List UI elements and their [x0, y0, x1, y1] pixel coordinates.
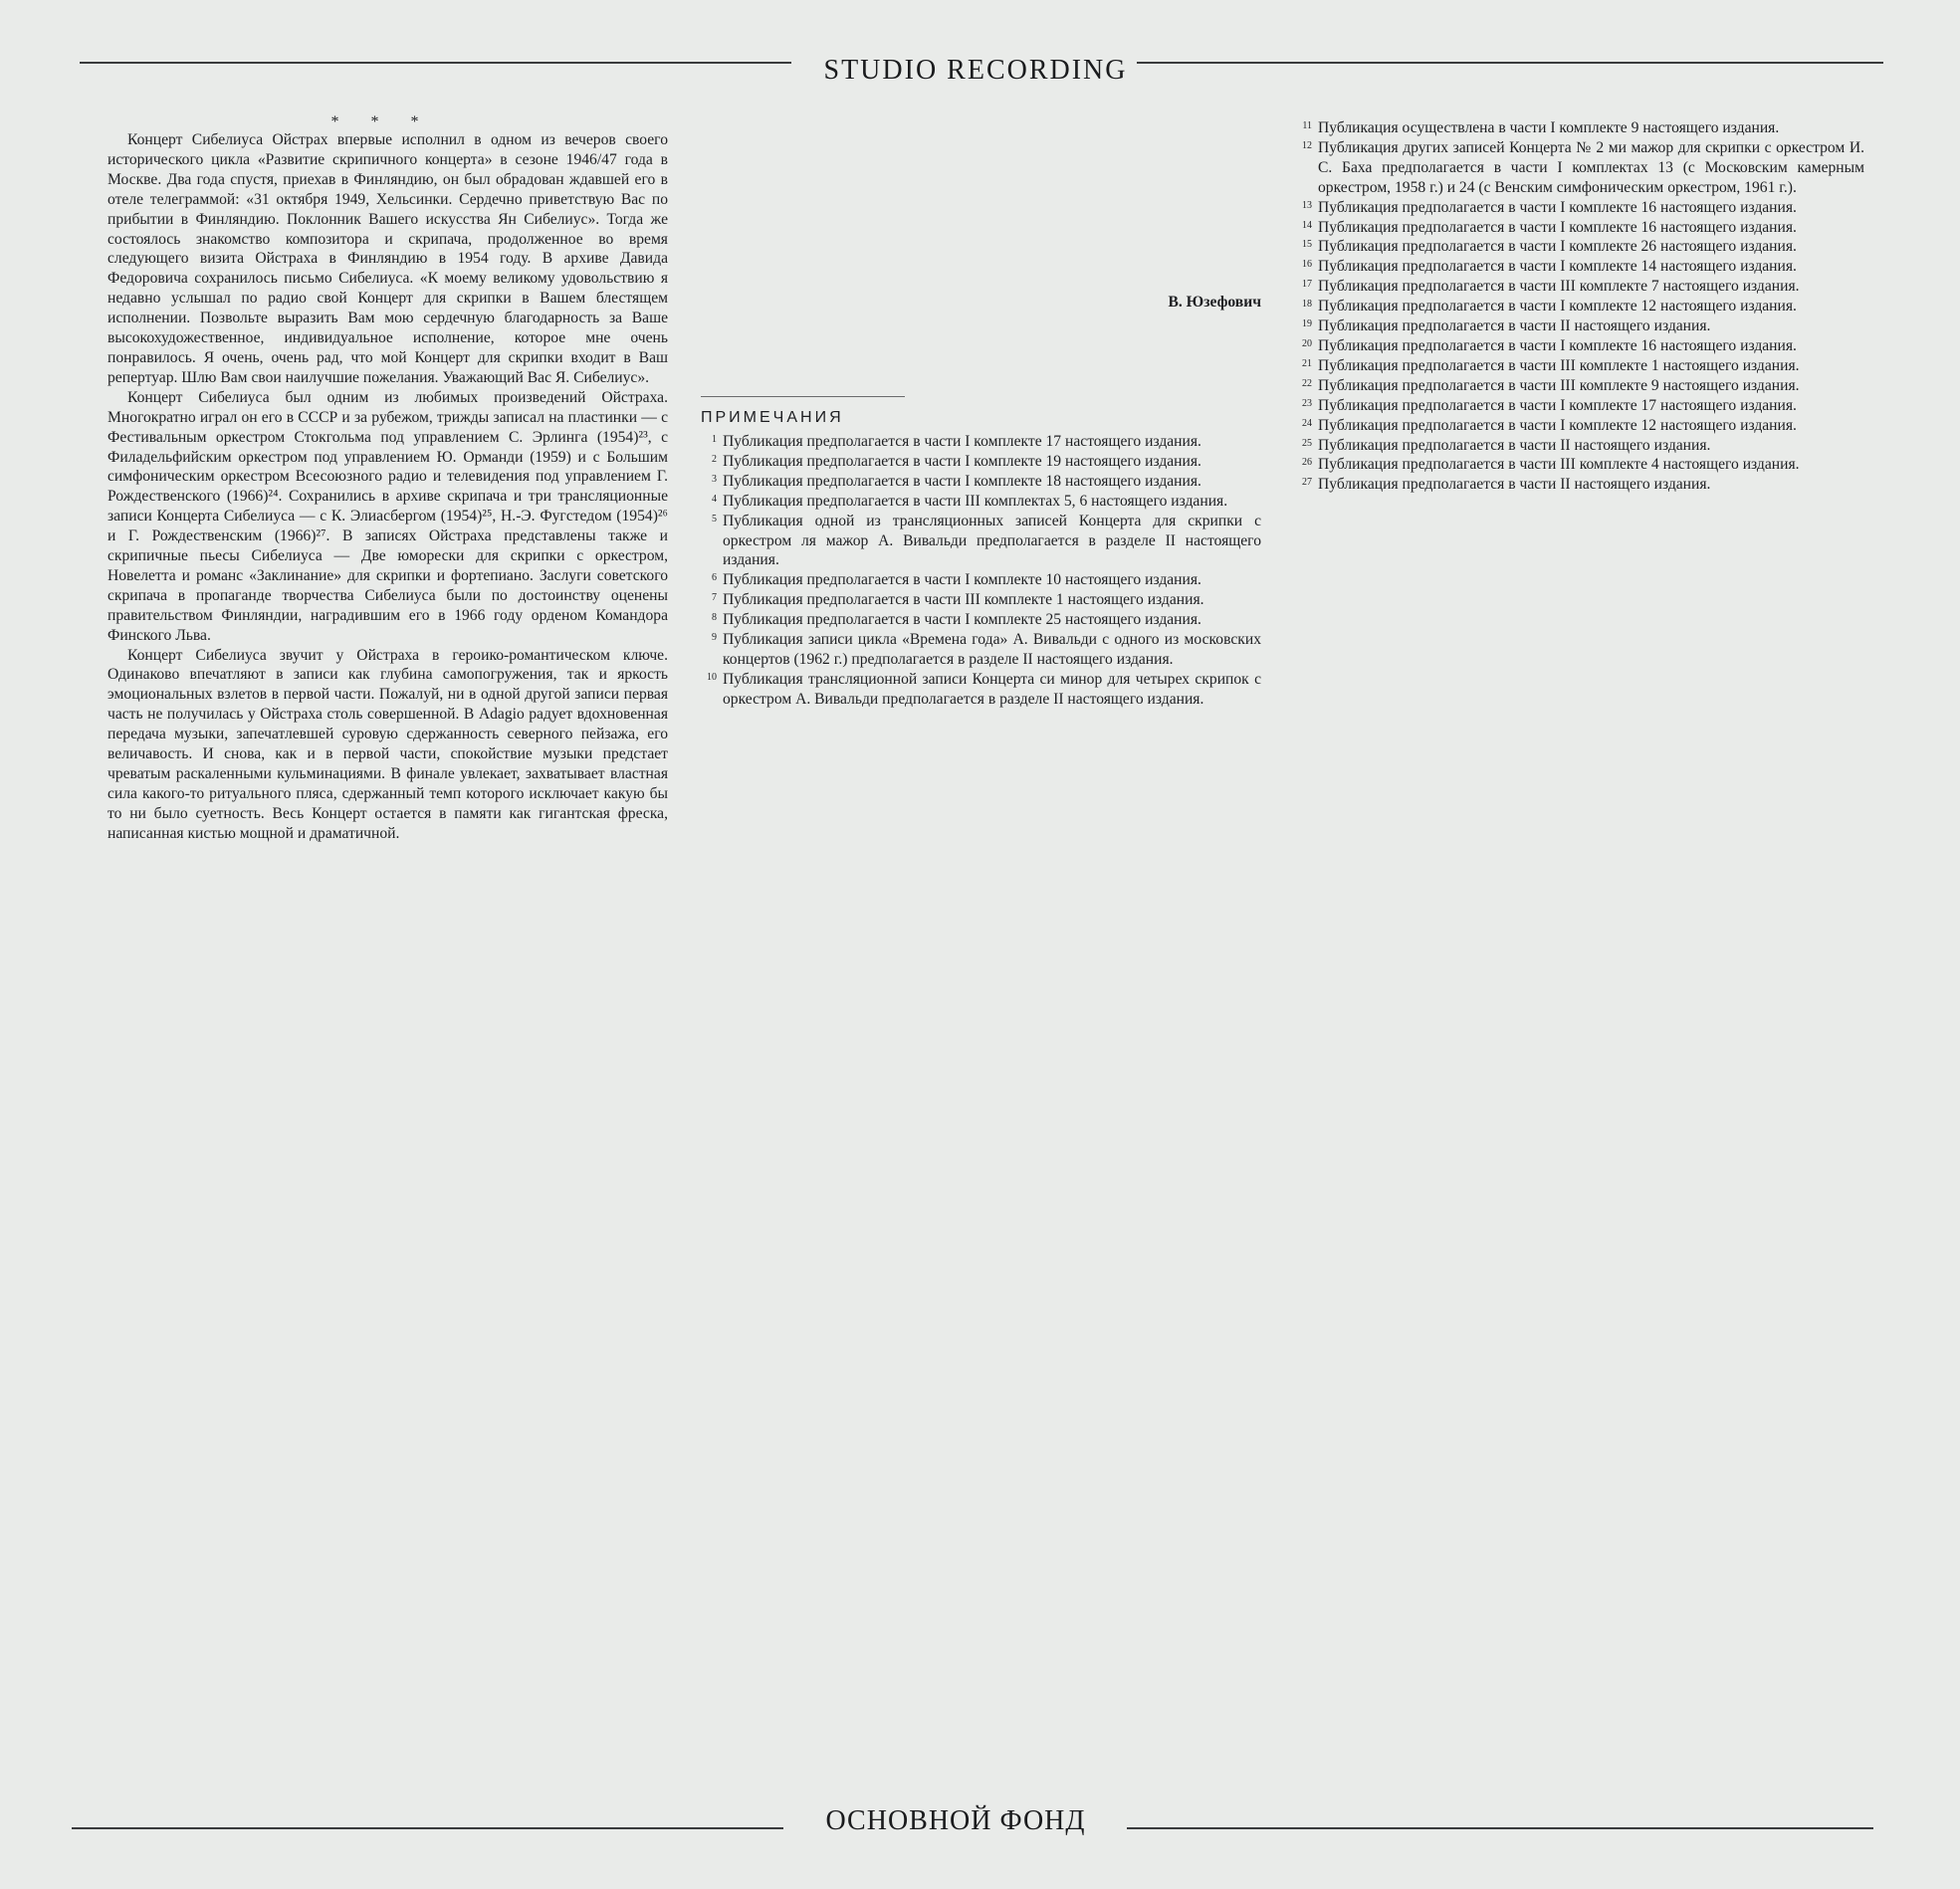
note-number: 23: [1302, 397, 1312, 409]
note-number: 8: [712, 612, 717, 624]
note-item: [701, 610, 1261, 630]
note-text: Публикация предполагается в части III комплекте 7 настоящего издания.: [1318, 278, 1800, 296]
note-number: 3: [712, 473, 717, 485]
note-text: Публикация предполагается в части I комплекте 16 настоящего издания.: [1318, 198, 1797, 216]
note-text: Публикация других записей Концерта № 2 ми мажор для скрипки с оркестром И. С. Баха предполагается в части I комплектах 13 (с Московским камерным оркестром, 1958 г.) и 24 (с Венским симфоническим оркестром, 1961 г.).: [1318, 138, 1864, 196]
note-number: 12: [1302, 139, 1312, 151]
footer-rule-left: [72, 1827, 783, 1829]
note-text: Публикация предполагается в части II настоящего издания.: [1318, 317, 1711, 335]
note-item: [1296, 257, 1864, 277]
note-text: Публикация предполагается в части I комплекте 12 настоящего издания.: [1318, 298, 1797, 315]
note-number: 13: [1302, 199, 1312, 211]
note-text: Публикация предполагается в части I комплекте 18 настоящего издания.: [723, 472, 1201, 490]
note-number: 10: [707, 671, 717, 683]
notes-rule: [701, 396, 905, 397]
notes-list: [701, 432, 1261, 710]
note-text: Публикация предполагается в части I комплекте 19 настоящего издания.: [723, 452, 1201, 470]
note-number: 1: [712, 434, 717, 445]
note-item: [701, 472, 1261, 492]
note-text: Публикация предполагается в части III комплекте 9 настоящего издания.: [1318, 376, 1800, 394]
header-rule-left: [80, 62, 791, 64]
note-text: Публикация предполагается в части I комплекте 16 настоящего издания.: [1318, 218, 1797, 236]
note-text: Публикация предполагается в части I комплекте 17 настоящего издания.: [1318, 396, 1797, 414]
notes-list-continued: [1296, 118, 1864, 495]
note-number: 21: [1302, 357, 1312, 369]
note-item: [701, 670, 1261, 710]
notes-heading: ПРИМЕЧАНИЯ: [701, 409, 844, 426]
note-number: 15: [1302, 239, 1312, 251]
note-text: Публикация одной из трансляционных записей Концерта для скрипки с оркестром ля мажор А. Вивальди предполагается в разделе II настоящего издания.: [723, 512, 1261, 569]
header-rule-right: [1137, 62, 1883, 64]
note-number: 17: [1302, 279, 1312, 291]
note-number: 20: [1302, 337, 1312, 349]
note-item: [701, 452, 1261, 472]
note-item: [701, 570, 1261, 590]
note-number: 7: [712, 592, 717, 604]
note-number: 9: [712, 632, 717, 644]
note-item: [1296, 396, 1864, 416]
note-number: 19: [1302, 318, 1312, 330]
note-text: Публикация осуществлена в части I комплекте 9 настоящего издания.: [1318, 119, 1780, 136]
note-number: 18: [1302, 299, 1312, 311]
article-paragraph: Концерт Сибелиуса Ойстрах впервые исполнил в одном из вечеров своего исторического цикла «Развитие скрипичного концерта» в сезоне 1946/47 года в Москве. Два года спустя, приехав в Финляндию, он был обрадован ждавшей его в отеле телеграммой: «31 октября 1949, Хельсинки. Сердечно приветствую Вас по прибытии в Финляндию. Поклонник Вашего искусства Ян Сибелиус». Тогда же состоялось знакомство композитора и скрипача, продолженное во время следующего визита Ойстраха в Финляндию в 1954 году. В архиве Давида Федоровича сохранилось письмо Сибелиуса. «К моему великому удовольствию я недавно услышал по радио свой Концерт для скрипки в Вашем блестящем исполнении. Позвольте выразить Вам мою сердечную благодарность за Ваше высокохудожественное, индивидуальное исполнение, которое мне очень понравилось. Я очень, очень рад, что мой Концерт для скрипки входит в Ваш репертуар. Шлю Вам свои наилучшие пожелания. Уважающий Вас Я. Сибелиус».: [108, 131, 668, 386]
note-number: 16: [1302, 259, 1312, 271]
note-item: [1296, 237, 1864, 257]
note-text: Публикация предполагается в части III комплекте 1 настоящего издания.: [1318, 356, 1800, 374]
note-number: 2: [712, 453, 717, 465]
article-column-1: [108, 114, 668, 844]
note-text: Публикация предполагается в части II настоящего издания.: [1318, 476, 1711, 494]
note-item: [1296, 277, 1864, 297]
article-column-2: [701, 117, 1261, 710]
note-item: [1296, 356, 1864, 376]
note-item: [701, 590, 1261, 610]
note-text: Публикация предполагается в части III комплекте 4 настоящего издания.: [1318, 456, 1800, 474]
note-item: [1296, 336, 1864, 356]
note-item: [1296, 218, 1864, 238]
note-number: 14: [1302, 219, 1312, 231]
note-text: Публикация предполагается в части I комплекте 26 настоящего издания.: [1318, 238, 1797, 256]
note-text: Публикация предполагается в части I комплекте 17 настоящего издания.: [723, 433, 1201, 450]
note-text: Публикация предполагается в части III комплектах 5, 6 настоящего издания.: [723, 492, 1228, 510]
note-number: 6: [712, 572, 717, 584]
note-item: [701, 630, 1261, 670]
note-item: [1296, 198, 1864, 218]
article-column-3: [1296, 118, 1864, 495]
note-text: Публикация предполагается в части I комплекте 16 настоящего издания.: [1318, 336, 1797, 354]
note-text: Публикация предполагается в части I комплекте 14 настоящего издания.: [1318, 258, 1797, 276]
note-text: Публикация предполагается в части III комплекте 1 настоящего издания.: [723, 591, 1204, 609]
note-item: [1296, 455, 1864, 475]
note-item: [701, 512, 1261, 571]
note-item: [1296, 118, 1864, 138]
note-text: Публикация трансляционной записи Концерта си минор для четырех скрипок с оркестром А. Вивальди предполагается в разделе II настоящего издания.: [723, 670, 1261, 708]
note-number: 24: [1302, 417, 1312, 429]
note-number: 26: [1302, 457, 1312, 469]
note-text: Публикация предполагается в части I комплекте 25 настоящего издания.: [723, 611, 1201, 629]
note-item: [1296, 316, 1864, 336]
note-item: [701, 492, 1261, 512]
note-number: 22: [1302, 377, 1312, 389]
page-footer-title: ОСНОВНОЙ ФОНД: [825, 1805, 1086, 1836]
note-item: [1296, 475, 1864, 495]
note-number: 11: [1302, 120, 1312, 131]
note-item: [1296, 416, 1864, 436]
note-item: [1296, 138, 1864, 198]
article-paragraph: Концерт Сибелиуса звучит у Ойстраха в героико-романтическом ключе. Одинаково впечатляют в записи как глубина самопогружения, так и яркость эмоциональных взлетов в первой части. Пожалуй, ни в одной другой записи первая часть не получилась у Ойстраха столь совершенной. В Adagio радует вдохновенная передача музыки, запечатлевшей суровую сдержанность северного пейзажа, его величавость. И снова, как и в первой части, спокойствие музыки предстает чреватым раскаленными кульминациями. В финале увлекает, захватывает властная сила какого-то ритуального пляса, сдержанный темп которого исключает какую бы то ни было суетность. Весь Концерт остается в памяти как гигантская фреска, написанная кистью мощной и драматичной.: [108, 646, 668, 842]
note-text: Публикация записи цикла «Времена года» А. Вивальди с одного из московских концертов (1962 г.) предполагается в разделе II настоящего издания.: [723, 631, 1261, 668]
section-separator: * * *: [330, 113, 433, 130]
page-header-title: STUDIO RECORDING: [823, 55, 1128, 86]
note-item: [701, 432, 1261, 452]
note-item: [1296, 436, 1864, 456]
note-item: [1296, 376, 1864, 396]
note-item: [1296, 297, 1864, 316]
note-number: 25: [1302, 437, 1312, 449]
note-number: 5: [712, 513, 717, 525]
note-text: Публикация предполагается в части I комплекте 10 настоящего издания.: [723, 571, 1201, 589]
author-signature: В. Юзефович: [1168, 294, 1261, 312]
note-number: 4: [712, 493, 717, 505]
note-text: Публикация предполагается в части I комплекте 12 настоящего издания.: [1318, 416, 1797, 434]
note-number: 27: [1302, 477, 1312, 489]
article-paragraph: Концерт Сибелиуса был одним из любимых произведений Ойстраха. Многократно играл он его в СССР и за рубежом, трижды записал на пластинки — с Фестивальным оркестром Стокгольма под управлением С. Эрлинга (1954)²³, с Филадельфийским оркестром под управлением Ю. Орманди (1959) и с Большим симфоническим оркестром Всесоюзного радио и телевидения под управлением Г. Рождественского (1966)²⁴. Сохранились в архиве скрипача и три трансляционные записи Концерта Сибелиуса — с К. Элиасбергом (1954)²⁵, Н.-Э. Фугстедом (1954)²⁶ и Г. Рождественским (1966)²⁷. В записях Ойстраха представлены также и скрипичные пьесы Сибелиуса — Две юморески для скрипки с оркестром, Новелетта и романс «Заклинание» для скрипки и фортепиано. Заслуги советского скрипача в пропаганде творчества Сибелиуса были по достоинству оценены правительством Финляндии, наградившим его в 1966 году орденом Командора Финского Льва.: [108, 388, 668, 644]
note-text: Публикация предполагается в части II настоящего издания.: [1318, 436, 1711, 454]
footer-rule-right: [1127, 1827, 1873, 1829]
